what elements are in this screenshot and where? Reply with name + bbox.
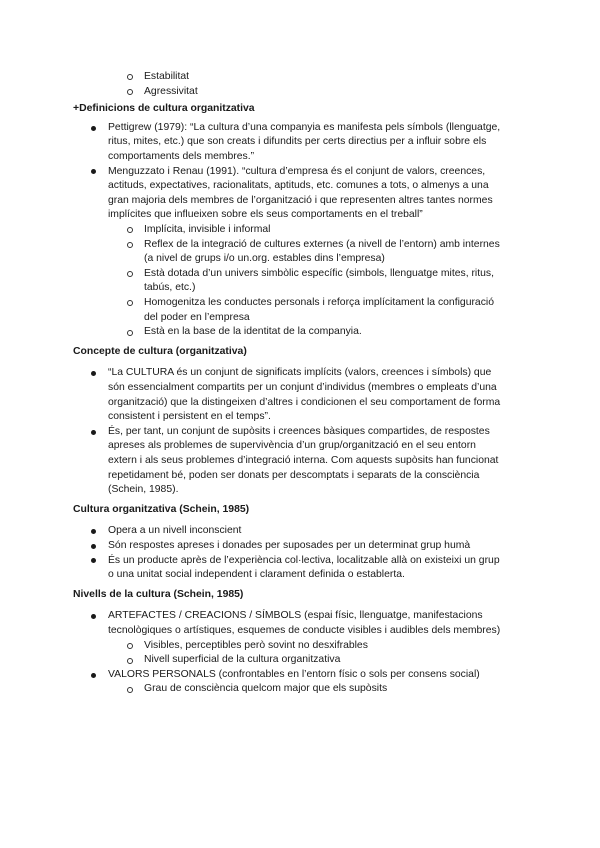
list-item-text: actituds, expectatives, racionalitats, aptituds, etc. comunes a tots, o almenys a una <box>108 180 489 192</box>
bullet-dot-icon <box>91 371 96 376</box>
sublist-item-text: Homogenitza les conductes personals i reforça implícitament la configuració <box>144 297 494 308</box>
sublist-item-text: Grau de consciència quelcom major que els supòsits <box>144 683 388 695</box>
bullet-circle-icon <box>127 658 133 664</box>
sublist-item-text: del poder en l’empresa <box>144 311 250 323</box>
section-heading: Cultura organitzativa (Schein, 1985) <box>73 503 250 515</box>
list-item-text: són essencialment compartits per un conjunt d’individus (membres o empleats d’una <box>108 382 497 393</box>
bullet-circle-icon <box>127 271 133 277</box>
bullet-dot-icon <box>91 673 96 678</box>
bullet-circle-icon <box>127 300 133 306</box>
bullet-dot-icon <box>91 430 96 435</box>
section-heading: Nivells de la cultura (Schein, 1985) <box>73 588 244 600</box>
bullet-dot-icon <box>91 169 96 174</box>
list-item-text: Opera a un nivell inconscient <box>108 525 242 537</box>
bullet-circle-icon <box>127 330 133 336</box>
list-item-text: Menguzzato i Renau (1991). “cultura d’empresa és el conjunt de valors, creences, <box>108 165 486 177</box>
list-item-text: ARTEFACTES / CREACIONS / SÍMBOLS (espai físic, llenguatge, manifestacions <box>108 610 483 622</box>
sublist-item-text: tabús, etc.) <box>144 282 196 294</box>
list-item-text: implícites que influeixen sobre els seus comportaments en el treball” <box>108 209 423 221</box>
sublist-item: Agressivitat <box>144 85 198 97</box>
list-item-text: repetidament bé, poden ser donats per descomptats i separats de la consciència <box>108 469 480 481</box>
bullet-dot-icon <box>91 529 96 534</box>
list-item-text: consistent i persistent en el temps”. <box>108 411 271 423</box>
bullet-circle-icon <box>127 227 133 233</box>
bullet-circle-icon <box>127 74 133 80</box>
list-item-text: comportaments dels membres.” <box>108 151 255 162</box>
sublist-item: Estabilitat <box>144 71 190 82</box>
sublist-item-text: Implícita, invisible i informal <box>144 224 271 235</box>
list-item-text: És un producte après de l’experiència col·lectiva, localitzable allà on existeixi un grup <box>108 554 500 566</box>
bullet-dot-icon <box>91 614 96 619</box>
list-item-text: apreses als problemes de supervivència d’un grup/organització en el seu entorn <box>108 440 476 452</box>
bullet-circle-icon <box>127 687 133 693</box>
list-item-text: VALORS PERSONALS (confrontables en l’entorn físic o sols per consens social) <box>108 668 480 680</box>
bullet-dot-icon <box>91 126 96 131</box>
bullet-circle-icon <box>127 643 133 649</box>
bullet-dot-icon <box>91 544 96 549</box>
sublist-item-text: (a nivel de grups i/o un.org. estables dins l’empresa) <box>144 253 385 265</box>
list-item-text: o una unitat social independent i clarament definida o establerta. <box>108 569 405 581</box>
list-item-text: extern i als seus problemes d’integració interna. Com aquests supòsits han funcionat <box>108 455 499 466</box>
list-item-text: gran majoria dels membres de l’organització i que representen altres tantes normes <box>108 194 493 206</box>
sublist-item-text: Visibles, perceptibles però sovint no desxifrables <box>144 639 368 651</box>
sublist-item-text: Nivell superficial de la cultura organitzativa <box>144 654 341 666</box>
list-item-text: És, per tant, un conjunt de supòsits i creences bàsiques compartides, de respostes <box>108 425 490 437</box>
list-item-text: Pettigrew (1979): “La cultura d’una companyia es manifesta pels símbols (llenguatge, <box>108 121 501 133</box>
section-heading: Concepte de cultura (organitzativa) <box>73 345 247 357</box>
sublist-item-text: Està en la base de la identitat de la companyia. <box>144 326 362 338</box>
list-item-text: (Schein, 1985). <box>108 484 179 496</box>
bullet-dot-icon <box>91 558 96 563</box>
section-heading: +Definicions de cultura organitzativa <box>73 103 255 115</box>
sublist-item-text: Reflex de la integració de cultures externes (a nivell de l’entorn) amb internes <box>144 238 500 250</box>
list-item-text: “La CULTURA és un conjunt de significats implícits (valors, creences i símbols) que <box>108 367 492 379</box>
list-item-text: Són respostes apreses i donades per suposades per un determinat grup humà <box>108 540 471 551</box>
bullet-circle-icon <box>127 242 133 248</box>
list-item-text: ritus, mites, etc.) que son creats i difundits per certs directius per a influir sobre els <box>108 136 487 148</box>
sublist-item-text: Està dotada d’un univers simbòlic específic (simbols, llenguatge mites, ritus, <box>144 267 494 279</box>
list-item-text: tecnològiques o artístiques, esquemes de conducte visibles i audibles dels membres) <box>108 625 501 636</box>
list-item-text: organització) que la distingeixen d’altres i condicionen el seu comportament de forma <box>108 396 501 408</box>
bullet-circle-icon <box>127 89 133 95</box>
